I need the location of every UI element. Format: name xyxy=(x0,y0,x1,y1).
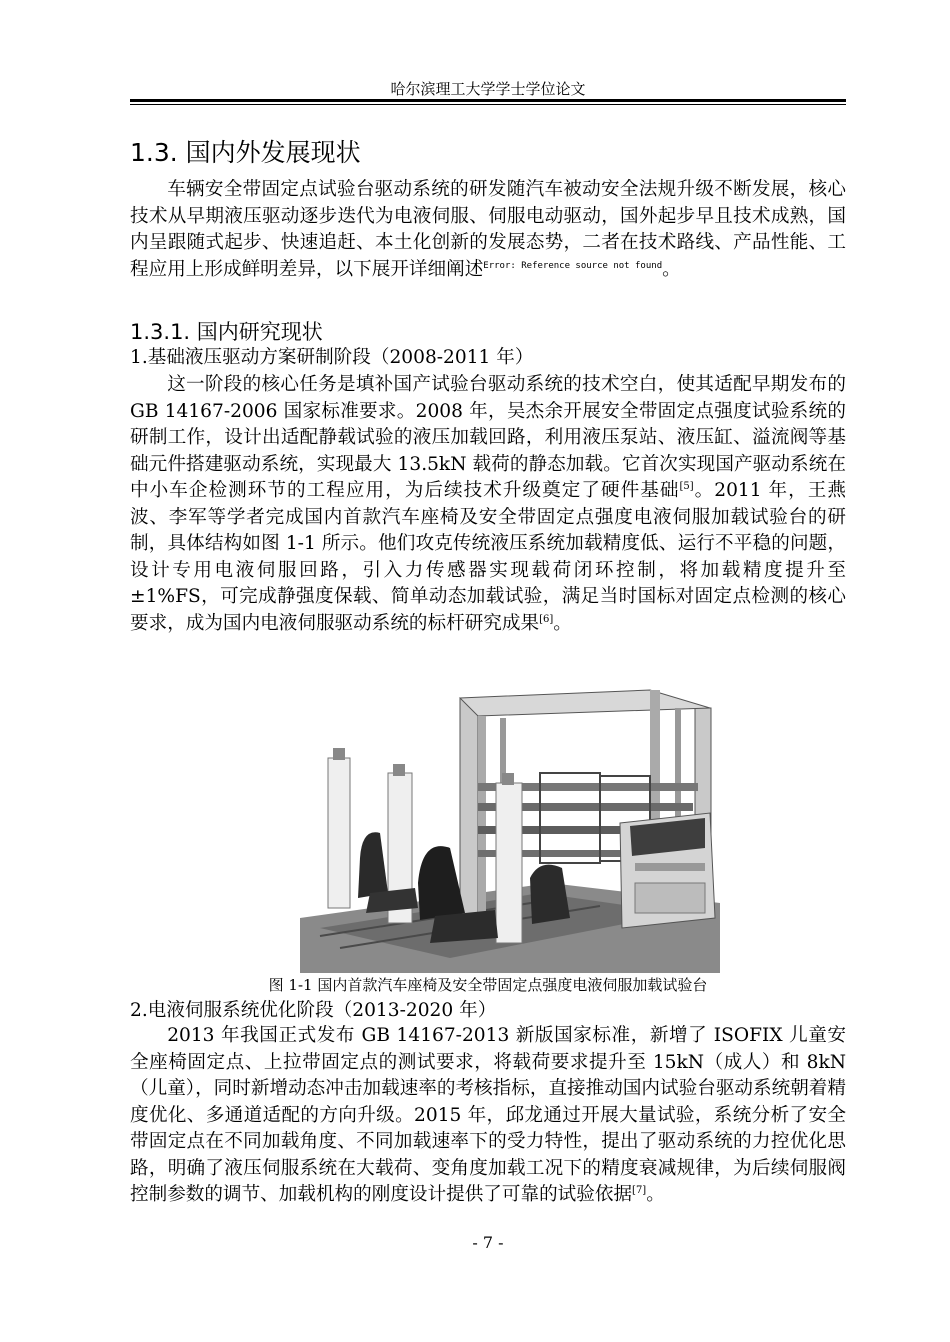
running-header: 哈尔滨理工大学学士学位论文 xyxy=(390,80,586,98)
citation-5[interactable]: [5] xyxy=(679,480,694,492)
intro-paragraph xyxy=(130,177,846,283)
stage2-paragraph xyxy=(130,1023,846,1209)
stage2-text-a: 2013 年我国正式发布 GB 14167-2013 新版国家标准，新增了 ISOFIX 儿童安全座椅固定点、上拉带固定点的测试要求，将载荷要求提升至 15kN（成人）和 8kN（儿童），同时新增动态冲击加载速率的考核指标，直接推动国内试验台驱动系统朝着精度优化、多通道适配的方向升级。2015 年，邱龙通过开展大量试验，系统分析了安全带固定点在不同加载角度、不同加载速率下的受力特性，提出了驱动系统的力控优化思路，明确了液压伺服系统在大载荷、变角度加载工况下的精度衰减规律，为后续伺服阀控制参数的调节、加载机构的刚度设计提供了可靠的试验依据 xyxy=(130,1025,846,1205)
citation-6[interactable]: [6] xyxy=(539,613,554,625)
test-bench-figure xyxy=(300,688,720,973)
intro-end: 。 xyxy=(662,258,681,280)
stage1-text-c: 。 xyxy=(553,612,572,634)
stage1-title: 1.基础液压驱动方案研制阶段（2008-2011 年） xyxy=(130,347,534,368)
section-heading: 1.3. 国内外发展现状 xyxy=(130,138,361,167)
reference-error: Error: Reference source not found xyxy=(483,260,663,271)
page-number: - 7 - xyxy=(472,1233,504,1252)
seat-post-1 xyxy=(328,758,350,908)
frame-column-left xyxy=(460,698,478,928)
subsection-heading: 1.3.1. 国内研究现状 xyxy=(130,320,323,344)
stage1-text-a: 这一阶段的核心任务是填补国产试验台驱动系统的技术空白，使其适配早期发布的 GB 14167-2006 国家标准要求。2008 年，吴杰余开展安全带固定点强度试验系统的研制工作，设计出适配静载试验的液压加载回路，利用液压泵站、液压缸、溢流阀等基础元件搭建驱动系统，实现最大 13.5kN 载荷的静态加载。它首次实现国产驱动系统在中小车企检测环节的工程应用，为后续技术升级奠定了硬件基础 xyxy=(130,374,846,501)
stage2-text-b: 。 xyxy=(646,1184,665,1205)
intro-text: 车辆安全带固定点试验台驱动系统的研发随汽车被动安全法规升级不断发展，核心技术从早期液压驱动逐步迭代为电液伺服、伺服电动驱动，国外起步早且技术成熟，国内呈跟随式起步、快速追赶、本土化创新的发展态势，二者在技术路线、产品性能、工程应用上形成鲜明差异，以下展开详细阐述 xyxy=(130,179,846,280)
stage2-title: 2.电液伺服系统优化阶段（2013-2020 年） xyxy=(130,1000,497,1021)
stage1-paragraph xyxy=(130,372,846,637)
stage1-text-b: 。2011 年，王燕波、李军等学者完成国内首款汽车座椅及安全带固定点强度电液伺服加载试验台的研制，具体结构如图 1-1 所示。他们攻克传统液压系统加载精度低、运行不平稳的问题，设计专用电液伺服回路，引入力传感器实现载荷闭环控制，将加载精度提升至±1%FS，可完成静强度保载、简单动态加载试验，满足当时国标对固定点检测的核心要求，成为国内电液伺服驱动系统的标杆研究成果 xyxy=(130,480,846,634)
figure-caption: 图 1-1 国内首款汽车座椅及安全带固定点强度电液伺服加载试验台 xyxy=(268,976,708,994)
header-rule-thick xyxy=(130,99,846,102)
seat-post-3 xyxy=(496,783,522,943)
citation-7[interactable]: [7] xyxy=(632,1184,647,1196)
header-rule-thin xyxy=(130,104,846,105)
